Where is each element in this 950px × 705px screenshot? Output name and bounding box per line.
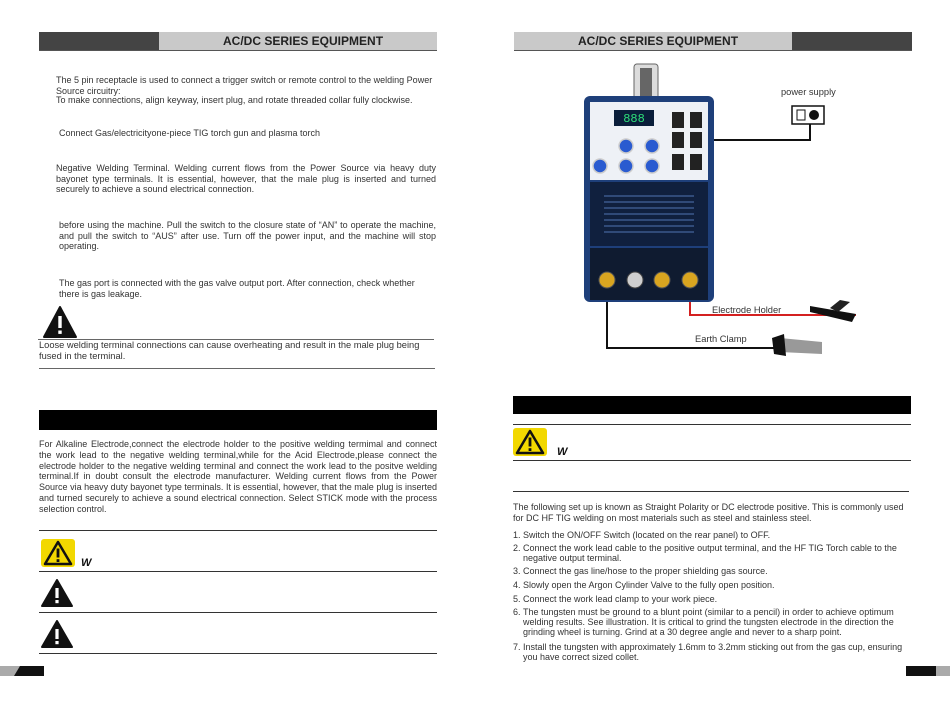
left-header xyxy=(39,32,437,50)
para-tig-intro: The following set up is known as Straight Polarity or DC electrode positive. This is commonly used for DC HF TIG welding on most materials such as steel and stainless steel. xyxy=(513,502,904,523)
para-stick-setup: For Alkaline Electrode,connect the electrode holder to the positive welding termimal and connect the work lead to the negative welding terminal,while for the Acid Electrode,please connect the electrode holder to the negative welding terminal and connect the work lead to the positve welding terminal.If in doubt consult the electrode manufacturer. Welding current flows from the Power Source via heavy duty bayonet type terminals. It is essential, however, that the male plug is inserted and turned securely to achieve a sound electrical connection. Select STICK mode with the process selection control. xyxy=(39,439,437,514)
earth-clamp-icon xyxy=(780,338,822,354)
label-earth-clamp: Earth Clamp xyxy=(695,334,747,344)
rule-left-4 xyxy=(39,653,437,654)
rule-left-3 xyxy=(39,612,437,613)
warning-label-left: W xyxy=(81,557,92,569)
para-gas-port: The gas port is connected with the gas valve output port. After connection, check whether there is gas leakage. xyxy=(59,278,415,299)
knob-icon xyxy=(619,159,633,173)
remote-socket-icon xyxy=(627,272,643,288)
label-power-supply: power supply xyxy=(781,87,836,97)
page-corner-right xyxy=(906,666,950,676)
header-dark-block xyxy=(39,32,159,50)
para-remote-connection: To make connections, align keyway, insert plug, and rotate threaded collar fully clockwise. xyxy=(56,95,413,105)
setup-steps-list xyxy=(513,530,913,670)
warning-triangle-icon xyxy=(42,305,78,339)
knob-icon xyxy=(593,159,607,173)
page-corner-left xyxy=(0,666,44,676)
rule-left-2 xyxy=(39,571,437,572)
list-item: 4. Slowly open the Argon Cylinder Valve to the fully open position. xyxy=(513,580,775,590)
para-power-switch: before using the machine. Pull the switch to the closure state of “AN” to operate the machine, and pull the switch to “AUS” after use. Turn off the power input, and the machine will stop operating. xyxy=(59,220,436,251)
caution-triangle-icon-right xyxy=(515,429,545,455)
header-title-right: AC/DC SERIES EQUIPMENT xyxy=(514,32,792,50)
section-bar-stick xyxy=(39,410,437,430)
knob-icon xyxy=(619,139,633,153)
para-remote-receptacle: The 5 pin receptacle is used to connect a trigger switch or remote control to the welding Power Source circuitry: xyxy=(56,75,433,96)
section-bar-tig xyxy=(513,396,911,414)
warning-rule-bottom xyxy=(39,368,435,369)
display-readout: 888 xyxy=(623,112,645,126)
header-rule xyxy=(39,50,437,51)
label-electrode-holder: Electrode Holder xyxy=(712,305,782,315)
rule-right-1 xyxy=(513,424,911,425)
list-item: 3. Connect the gas line/hose to the proper shielding gas source. xyxy=(513,566,768,576)
warning-label-right: W xyxy=(557,446,568,458)
list-item: 2. Connect the work lead cable to the positive output terminal, and the HF TIG Torch cable to the negative output terminal. xyxy=(513,543,897,563)
knob-icon xyxy=(645,159,659,173)
header-title: AC/DC SERIES EQUIPMENT xyxy=(159,32,437,50)
rule-left-1 xyxy=(39,530,437,531)
negative-terminal-icon xyxy=(599,272,615,288)
warning-triangle-icon-3 xyxy=(40,619,74,649)
list-item: 7. Install the tungsten with approximately 1.6mm to 3.2mm sticking out from the gas cup, ensuring you have correct sized collet. xyxy=(513,642,903,662)
list-item: 5. Connect the work lead clamp to your work piece. xyxy=(513,594,718,604)
list-item: 1. Switch the ON/OFF Switch (located on the rear panel) to OFF. xyxy=(513,530,771,540)
right-header xyxy=(514,32,912,50)
positive-terminal-icon xyxy=(682,272,698,288)
rule-right-3 xyxy=(513,491,909,492)
header-rule-right xyxy=(514,50,912,51)
rule-right-2 xyxy=(513,460,911,461)
warning-text: Loose welding terminal connections can cause overheating and result in the male plug being fused in the terminal. xyxy=(39,340,420,361)
gas-port-icon xyxy=(654,272,670,288)
warning-triangle-icon-2 xyxy=(40,578,74,608)
knob-icon xyxy=(645,139,659,153)
para-torch-connection: Connect Gas/electricityone-piece TIG torch gun and plasma torch xyxy=(59,128,320,138)
list-item: 6. The tungsten must be ground to a blunt point (similar to a pencil) in order to achieve optimum welding results. See illustration. It is critical to grind the tungsten electrode in the direction the grinding wheel is turning. Grind at a 30 degree angle and never to a sharp point. xyxy=(513,607,894,637)
caution-triangle-icon xyxy=(43,540,73,566)
header-dark-block-right xyxy=(792,32,912,50)
para-negative-terminal: Negative Welding Terminal. Welding current flows from the Power Source via heavy duty bayonet type terminals. It is essential, however, that the male plug is inserted and turned securely to achieve a sound electrical connection. xyxy=(56,163,436,194)
